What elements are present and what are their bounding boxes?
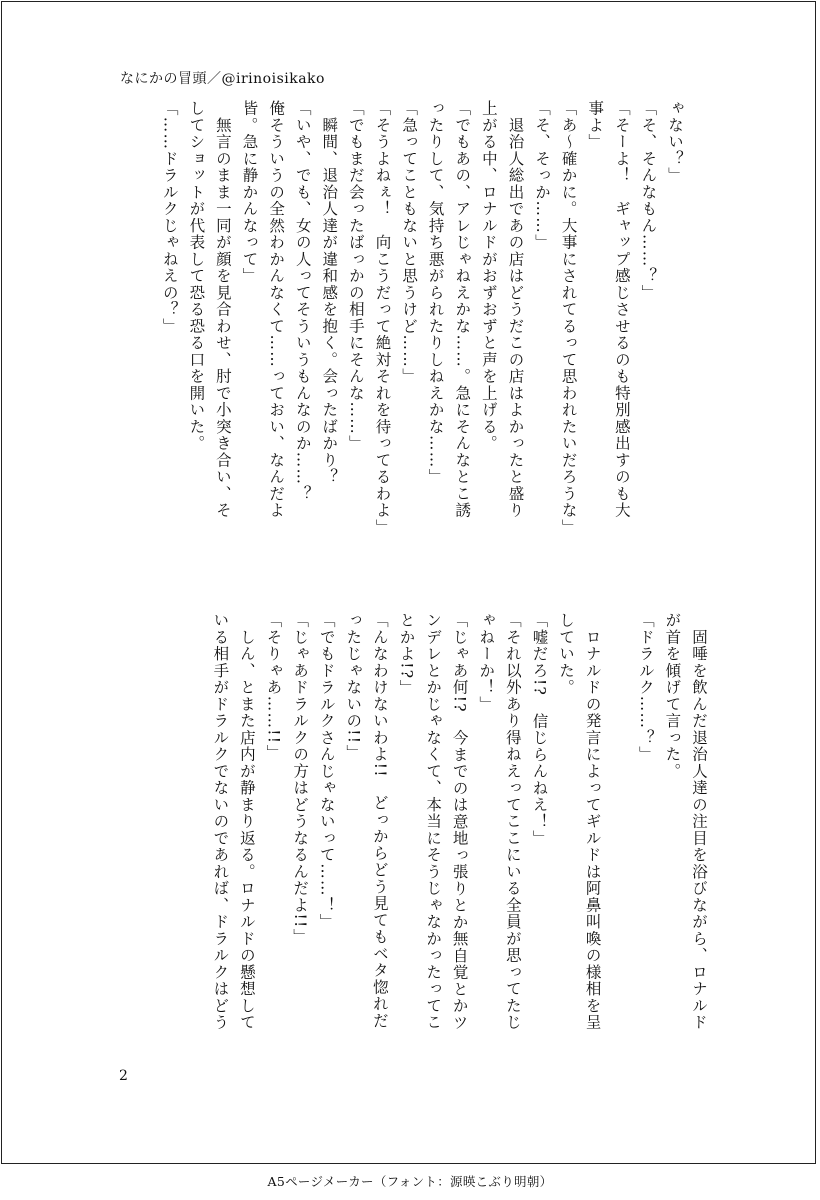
text-line: 固唾を飲んだ退治人達の注目を浴びながら、ロナルド: [690, 612, 708, 1031]
text-line: 事よ」: [586, 100, 605, 151]
text-line: 俺そういうの全然わかんなくて……っておい、なんだよ: [267, 100, 286, 519]
text-line: 上がる中、ロナルドがおずおずと声を上げる。: [479, 100, 498, 452]
text-line: 「それ以外あり得ねえってここにいる全員が思ってたじ: [503, 612, 522, 1031]
text-line: 「……ドラルクじゃねえの？」: [160, 100, 179, 335]
text-line: 皆。急に静かんなって」: [240, 100, 259, 285]
text-line: が首を傾げて言った。: [663, 612, 682, 780]
text-line: 「じゃあ何!? 今までのは意地っ張りとか無自覚とかツ: [450, 612, 469, 1032]
text-line: 「でもドラルクさんじゃないって……！」: [317, 612, 336, 931]
text-line: 瞬間、退治人達が違和感を抱く。会ったばかり？: [320, 100, 339, 486]
text-line: ったじゃないの!!」: [344, 612, 363, 761]
text-line: 「んなわけないわよ!! どっからどう見てもベタ惚れだ: [370, 612, 389, 1029]
text-line: 「そりゃあ……!!」: [264, 612, 283, 761]
text-line: 「そうよねぇ！ 向こうだって絶対それを待ってるわよ」: [373, 100, 392, 536]
text-line: とかよ!?」: [397, 612, 416, 697]
text-line: ったりして、気持ち悪がられたりしねえかな……」: [426, 100, 445, 486]
text-line: 「いや、でも、女の人ってそういうもんなのか……？: [293, 100, 312, 502]
text-line: 「そ、そっか……」: [533, 100, 552, 251]
text-line: ンデレとかじゃなくて、本当にそうじゃなかったってこ: [424, 612, 443, 1031]
text-line: いる相手がドラルクでないのであれば、ドラルクはどう: [211, 612, 230, 1031]
text-line: 「あ〜確かに。大事にされてるって思われたいだろうな」: [559, 100, 578, 536]
text-line: 退治人総出であの店はどうだこの店はよかったと盛り: [506, 100, 525, 519]
text-line: 「じゃあドラルクの方はどうなるんだよ!!」: [291, 612, 310, 946]
text-line: ゃない？」: [666, 100, 684, 184]
text-line: 「急ってこともないと思うけど……」: [400, 100, 419, 385]
top-text-block: [156, 100, 688, 560]
text-line: していた。: [557, 612, 576, 696]
text-line: 「嘘だろ!? 信じらんねえ！」: [530, 612, 549, 847]
text-line: 「そーよ！ ギャップ感じさせるのも特別感出すのも大: [612, 100, 631, 519]
text-line: ゃねーか！」: [477, 612, 496, 713]
text-line: 「そ、そんなもん……？」: [639, 100, 658, 301]
text-line: 無言のまま一同が顔を見合わせ、肘で小突き合い、そ: [213, 100, 232, 519]
footer-credit: A5ページメーカー（フォント：源暎こぶり明朝）: [267, 1174, 553, 1189]
page-number: 2: [119, 1068, 128, 1084]
text-line: [606, 612, 633, 1062]
bottom-text-block: [207, 612, 712, 1062]
text-line: 「ドラルク……？」: [636, 612, 655, 763]
text-line: してショットが代表して恐る恐る口を開いた。: [187, 100, 206, 452]
text-line: 「でもまだ会ったばっかの相手にそんな……」: [346, 100, 365, 452]
text-line: ロナルドの発言によってギルドは阿鼻叫喚の様相を呈: [583, 612, 602, 1031]
text-line: 「でもあの、アレじゃねえかな……。急にそんなとこ誘: [453, 100, 472, 519]
header-title: なにかの冒頭／@irinoisikako: [120, 71, 325, 87]
text-line: しん、とまた店内が静まり返る。ロナルドの懸想して: [237, 612, 256, 1031]
